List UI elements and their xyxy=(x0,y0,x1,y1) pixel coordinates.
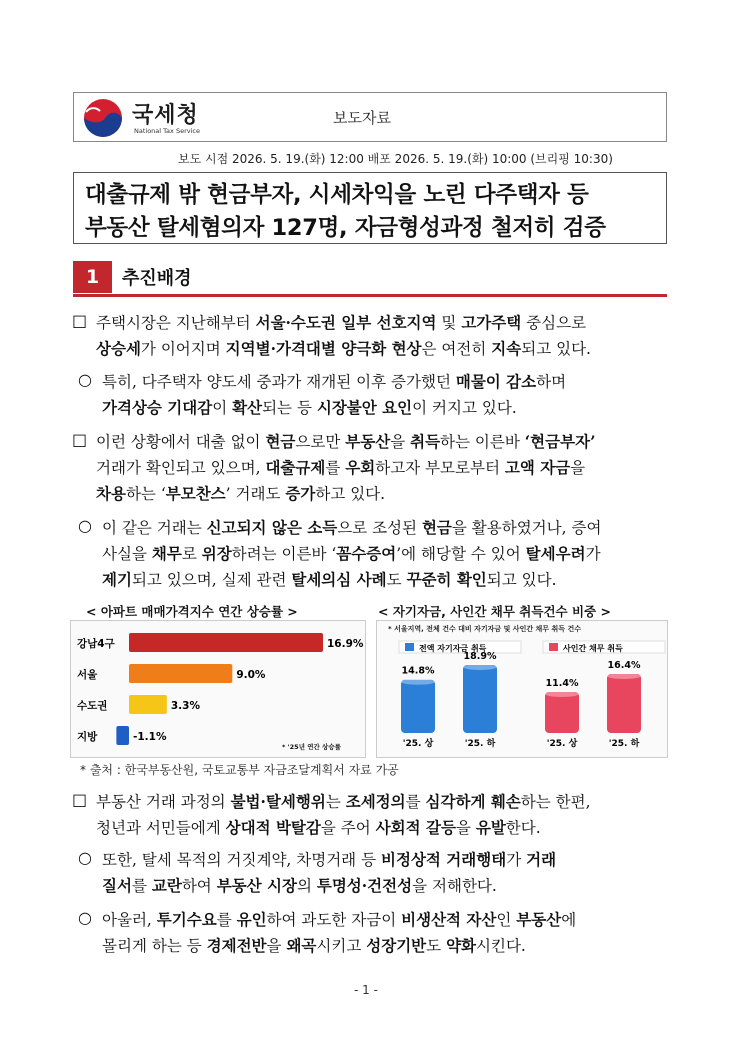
emphasis: 투명성·건전성 xyxy=(316,876,413,895)
legend-label: 전액 자기자금 취득 xyxy=(419,644,487,653)
bar-1 xyxy=(129,664,232,683)
emphasis: 경제전반 xyxy=(206,936,267,955)
legend-swatch xyxy=(405,643,414,651)
emphasis: 제기 xyxy=(102,570,132,589)
emphasis: 지속 xyxy=(491,339,522,358)
column-highlight xyxy=(401,679,435,685)
title-line-2: 부동산 탈세혐의자 127명, 자금형성과정 철저히 검증 xyxy=(85,215,606,241)
emphasis: 꼼수증여 xyxy=(336,544,397,563)
bar-0 xyxy=(129,633,323,652)
emphasis: 교란 xyxy=(151,876,182,895)
para-line: 이 같은 거래는 신고되지 않은 소득으로 조성된 현금을 활용하였거나, 증여 xyxy=(102,518,602,537)
bar-category-label: 지방 xyxy=(77,731,98,743)
nts-logo-icon xyxy=(80,97,126,139)
para-line: 특히, 다주택자 양도세 중과가 재개된 이후 증가했던 매물이 감소하며 xyxy=(102,372,567,391)
column-category-label: '25. 상 xyxy=(402,739,434,749)
column-highlight xyxy=(545,691,579,697)
emphasis: 증가 xyxy=(285,484,316,503)
paragraph-3 xyxy=(70,428,670,512)
org-english-name: National Tax Service xyxy=(134,127,200,135)
emphasis: 조세정의 xyxy=(345,792,406,811)
bar-value-label: 9.0% xyxy=(236,669,266,681)
title-line-1: 대출규제 밖 현금부자, 시세차익을 노린 다주택자 등 xyxy=(85,182,589,208)
emphasis: 불법·탈세행위 xyxy=(230,792,326,811)
para-line: 사실을 채무로 위장하려는 이른바 ‘꼼수증여’에 해당할 수 있어 탈세우려가 xyxy=(102,544,601,563)
emphasis: 상승세 xyxy=(96,339,141,358)
emphasis: ‘현금부자’ xyxy=(524,432,596,451)
para-line: 몰리게 하는 등 경제전반을 왜곡시키고 성장기반도 약화시킨다. xyxy=(102,936,526,955)
emphasis: 부동산 xyxy=(516,910,562,929)
column-1-1 xyxy=(607,674,641,733)
emphasis: 매물이 감소 xyxy=(455,372,537,391)
bar-category-label: 수도권 xyxy=(77,700,108,712)
circle-bullet: ○ xyxy=(78,848,92,867)
emphasis: 약화 xyxy=(446,936,477,955)
column-highlight xyxy=(463,664,497,670)
funding-share-chart xyxy=(376,620,668,758)
section-divider xyxy=(73,294,667,297)
para-line: 제기되고 있으며, 실제 관련 탈세의심 사례도 꾸준히 확인되고 있다. xyxy=(102,570,557,589)
source-note: * 출처 : 한국부동산원, 국토교통부 자금조달계획서 자료 가공 xyxy=(80,763,399,777)
paragraph-2 xyxy=(70,368,670,424)
emphasis: 신고되지 않은 소득 xyxy=(206,518,338,537)
emphasis: 부동산 xyxy=(345,432,391,451)
bar-value-label: 3.3% xyxy=(170,700,201,712)
para-line: 거래가 확인되고 있으며, 대출규제를 우회하고자 부모로부터 고액 자금을 xyxy=(96,458,586,477)
emphasis: 사회적 갈등 xyxy=(375,818,456,837)
paragraph-4 xyxy=(70,514,670,598)
emphasis: 우회 xyxy=(345,458,376,477)
emphasis: 거래 xyxy=(526,850,557,869)
emphasis: 고가주택 xyxy=(461,313,522,332)
emphasis: 탈세우려 xyxy=(525,544,586,563)
column-category-label: '25. 하 xyxy=(608,739,640,749)
bar-value-label: 16.9% xyxy=(327,638,364,650)
emphasis: 대출규제 xyxy=(265,458,326,477)
emphasis: 부동산 시장 xyxy=(216,876,297,895)
bar-category-label: 서울 xyxy=(77,669,98,681)
legend-label: 사인간 채무 취득 xyxy=(563,644,623,653)
para-line: 이런 상황에서 대출 없이 현금으로만 부동산을 취득하는 이른바 ‘현금부자’ xyxy=(96,432,596,451)
section-number: 1 xyxy=(73,261,112,293)
emphasis: 유발 xyxy=(475,818,506,837)
paragraph-5 xyxy=(70,788,670,844)
paragraph-7 xyxy=(70,906,670,962)
emphasis: 비정상적 거래행태 xyxy=(381,850,507,869)
emphasis: 질서 xyxy=(102,876,132,895)
emphasis: 현금 xyxy=(265,432,296,451)
emphasis: 심각하게 훼손 xyxy=(425,792,521,811)
circle-bullet: ○ xyxy=(78,370,92,389)
emphasis: 확산 xyxy=(232,398,263,417)
page-number: - 1 - xyxy=(354,983,378,997)
column-category-label: '25. 상 xyxy=(546,739,578,749)
emphasis: 꾸준히 확인 xyxy=(406,570,487,589)
para-line: 질서를 교란하여 부동산 시장의 투명성·건전성을 저해한다. xyxy=(102,876,497,895)
emphasis: 투기수요 xyxy=(156,910,217,929)
column-1-0 xyxy=(545,692,579,733)
square-bullet: □ xyxy=(72,311,88,330)
legend-swatch xyxy=(549,643,558,651)
column-value-label: 18.9% xyxy=(463,650,497,662)
emphasis: 부모찬스 xyxy=(165,484,226,503)
paragraph-1 xyxy=(70,309,670,365)
column-value-label: 11.4% xyxy=(545,677,579,689)
para-line: 상승세가 이어지며 지역별·가격대별 양극화 현상은 여전히 지속되고 있다. xyxy=(96,339,591,358)
emphasis: 유인 xyxy=(236,910,267,929)
column-0-1 xyxy=(463,665,497,733)
para-line: 부동산 거래 과정의 불법·탈세행위는 조세정의를 심각하게 훼손하는 한편, xyxy=(96,792,591,811)
chart-left-footnote: * '25년 연간 상승률 xyxy=(282,743,341,751)
bar-2 xyxy=(129,695,167,714)
emphasis: 현금 xyxy=(421,518,452,537)
emphasis: 가격상승 기대감 xyxy=(102,398,213,417)
section-title: 추진배경 xyxy=(122,268,192,289)
emphasis: 차용 xyxy=(96,484,126,503)
para-line: 청년과 서민들에게 상대적 박탈감을 주어 사회적 갈등을 유발한다. xyxy=(96,818,541,837)
chart-right-note: * 서울지역, 전체 건수 대비 자기자금 및 사인간 채무 취득 건수 xyxy=(388,625,581,633)
release-info: 보도 시점 2026. 5. 19.(화) 12:00 배포 2026. 5. 19.(화) 10:00 (브리핑 10:30) xyxy=(178,152,613,166)
price-growth-svg xyxy=(71,621,365,757)
para-line: 또한, 탈세 목적의 거짓계약, 차명거래 등 비정상적 거래행태가 거래 xyxy=(102,850,557,869)
emphasis: 시장불안 요인 xyxy=(316,398,413,417)
column-value-label: 14.8% xyxy=(401,665,435,677)
chart-right-heading: < 자기자금, 사인간 채무 취득건수 비중 > xyxy=(378,604,611,619)
org-name: 국세청 xyxy=(132,103,199,128)
column-0-0 xyxy=(401,680,435,733)
emphasis: 비생산적 자산 xyxy=(401,910,497,929)
emphasis: 취득 xyxy=(410,432,441,451)
emphasis: 채무 xyxy=(151,544,182,563)
chart-left-heading: < 아파트 매매가격지수 연간 상승률 > xyxy=(86,604,298,619)
emphasis: 고액 자금 xyxy=(504,458,571,477)
para-line: 차용하는 ‘부모찬스’ 거래도 증가하고 있다. xyxy=(96,484,386,503)
emphasis: 왜곡 xyxy=(286,936,317,955)
para-line: 가격상승 기대감이 확산되는 등 시장불안 요인이 커지고 있다. xyxy=(102,398,517,417)
paragraph-6 xyxy=(70,846,670,902)
square-bullet: □ xyxy=(72,430,88,449)
square-bullet: □ xyxy=(72,790,88,809)
emphasis: 위장 xyxy=(201,544,232,563)
price-growth-chart xyxy=(70,620,366,758)
column-highlight xyxy=(607,673,641,679)
funding-share-svg xyxy=(377,621,667,757)
column-value-label: 16.4% xyxy=(607,659,641,671)
circle-bullet: ○ xyxy=(78,516,92,535)
para-line: 주택시장은 지난해부터 서울·수도권 일부 선호지역 및 고가주택 중심으로 xyxy=(96,313,587,332)
circle-bullet: ○ xyxy=(78,908,92,927)
emphasis: 서울·수도권 일부 선호지역 xyxy=(255,313,437,332)
emphasis: 성장기반 xyxy=(366,936,427,955)
document-type: 보도자료 xyxy=(333,109,391,127)
emphasis: 지역별·가격대별 양극화 현상 xyxy=(225,339,422,358)
bar-3 xyxy=(116,726,129,745)
bar-value-label: -1.1% xyxy=(133,731,167,743)
column-category-label: '25. 하 xyxy=(464,739,496,749)
para-line: 아울러, 투기수요를 유인하여 과도한 자금이 비생산적 자산인 부동산에 xyxy=(102,910,577,929)
emphasis: 상대적 박탈감 xyxy=(225,818,321,837)
emphasis: 탈세의심 사례 xyxy=(291,570,387,589)
bar-category-label: 강남4구 xyxy=(77,638,115,650)
